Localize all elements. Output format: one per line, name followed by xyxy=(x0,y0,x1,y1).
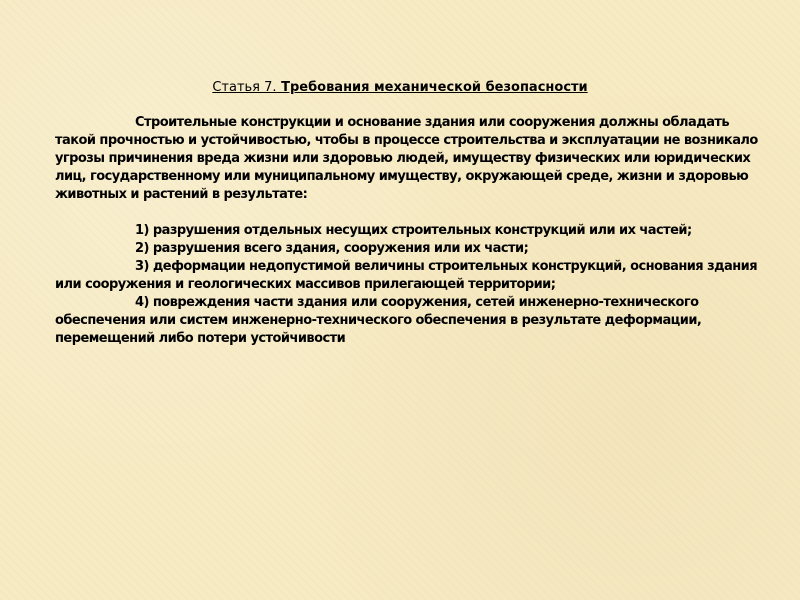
article-title xyxy=(0,78,800,98)
article-number: Статья 7. xyxy=(212,80,277,95)
list-item-1: 1) разрушения отдельных несущих строительных конструкций или их частей; xyxy=(135,223,692,238)
intro-paragraph: Строительные конструкции и основание здания или сооружения должны обладать такой прочностью и устойчивостью, чтобы в процессе строительства и эксплуатации не возникало угрозы причинения вреда жизни или здоровью людей, имуществу физических или юридических лиц, государственному или муниципальному имуществу, окружающей среде, жизни и здоровью животных и растений в результате: xyxy=(55,115,758,202)
paragraph-gap xyxy=(55,204,767,222)
article-body xyxy=(55,114,767,348)
list-item-4: 4) повреждения части здания или сооружения, сетей инженерно-технического обеспечения или систем инженерно-технического обеспечения в результате деформации, перемещений либо потери устойчивости xyxy=(55,295,702,346)
list-item-3: 3) деформации недопустимой величины строительных конструкций, основания здания или сооружения и геологических массивов прилегающей территории; xyxy=(55,259,758,292)
list-item-2: 2) разрушения всего здания, сооружения или их части; xyxy=(135,241,529,256)
article-heading: Требования механической безопасности xyxy=(276,80,588,95)
